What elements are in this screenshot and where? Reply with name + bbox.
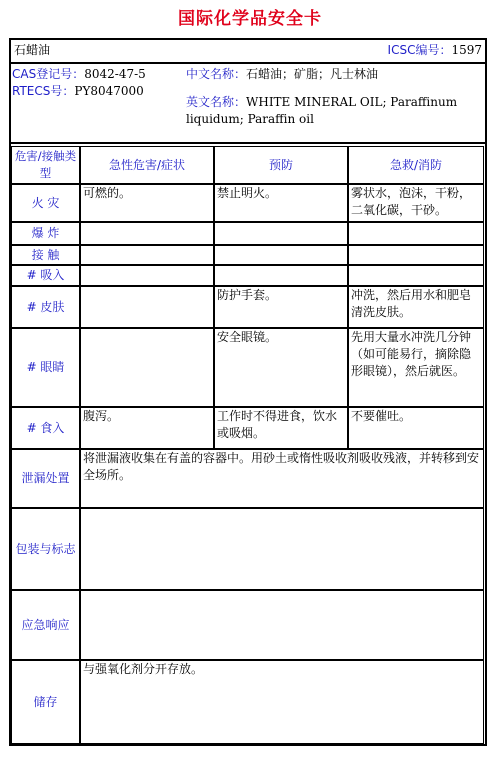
row-type: # 皮肤 <box>11 286 80 328</box>
icsc-label: ICSC编号： <box>387 43 452 57</box>
col-prevention: 预防 <box>214 146 348 184</box>
icsc-value: 1597 <box>451 43 482 57</box>
row-type: # 眼睛 <box>11 328 80 407</box>
rtecs-value: PY8047000 <box>74 84 144 98</box>
row-first-aid <box>348 265 484 286</box>
row-prevention <box>214 265 348 286</box>
chinese-name <box>186 66 484 83</box>
row-acute <box>80 245 214 265</box>
section-text <box>80 590 484 660</box>
row-first-aid: 冲洗，然后用水和肥皂清洗皮肤。 <box>348 286 484 328</box>
row-prevention <box>214 245 348 265</box>
row-prevention <box>214 222 348 245</box>
row-type: 爆 炸 <box>11 222 80 245</box>
section-text: 与强氧化剂分开存放。 <box>80 660 484 744</box>
row-first-aid: 雾状水，泡沫，干粉，二氧化碳，干砂。 <box>348 184 484 222</box>
cas-number <box>12 66 182 83</box>
section-label: 包装与标志 <box>11 508 80 590</box>
chemical-name <box>14 42 214 62</box>
row-type: 接 触 <box>11 245 80 265</box>
row-acute <box>80 328 214 407</box>
row-type: # 食入 <box>11 407 80 449</box>
chemical-name-text: 石蜡油 <box>14 43 51 57</box>
card-title: 国际化学品安全卡 <box>178 9 322 29</box>
row-first-aid: 先用大量水冲洗几分钟（如可能易行，摘除隐形眼镜），然后就医。 <box>348 328 484 407</box>
col-hazard-type: 危害/接触类型 <box>11 146 80 184</box>
english-name <box>186 94 484 128</box>
row-prevention: 工作时不得进食，饮水或吸烟。 <box>214 407 348 449</box>
cas-value: 8042-47-5 <box>84 67 146 81</box>
row-first-aid <box>348 222 484 245</box>
cn-name-label: 中文名称： <box>186 67 247 81</box>
row-first-aid: 不要催吐。 <box>348 407 484 449</box>
section-label: 应急响应 <box>11 590 80 660</box>
row-type: # 吸入 <box>11 265 80 286</box>
row-prevention: 防护手套。 <box>214 286 348 328</box>
rtecs-label: RTECS号： <box>12 84 75 98</box>
row-acute: 可燃的。 <box>80 184 214 222</box>
row-acute: 腹泻。 <box>80 407 214 449</box>
row-acute <box>80 265 214 286</box>
row-prevention: 安全眼镜。 <box>214 328 348 407</box>
row-type: 火 灾 <box>11 184 80 222</box>
cas-label: CAS登记号： <box>12 67 85 81</box>
en-name-value: WHITE MINERAL OIL; Paraffinum liquidum; Paraffin oil <box>186 95 458 126</box>
icsc-number <box>300 42 482 62</box>
section-text <box>80 508 484 590</box>
row-first-aid <box>348 245 484 265</box>
section-label: 储存 <box>11 660 80 744</box>
section-text: 将泄漏液收集在有盖的容器中。用砂土或惰性吸收剂吸收残液，并转移到安全场所。 <box>80 449 484 508</box>
rtecs-number <box>12 83 182 100</box>
row-acute <box>80 286 214 328</box>
section-label: 泄漏处置 <box>11 449 80 508</box>
row-prevention: 禁止明火。 <box>214 184 348 222</box>
col-acute: 急性危害/症状 <box>80 146 214 184</box>
en-name-label: 英文名称： <box>186 95 247 109</box>
row-acute <box>80 222 214 245</box>
col-first-aid: 急救/消防 <box>348 146 484 184</box>
cn-name-value: 石蜡油；矿脂；凡士林油 <box>246 67 379 81</box>
